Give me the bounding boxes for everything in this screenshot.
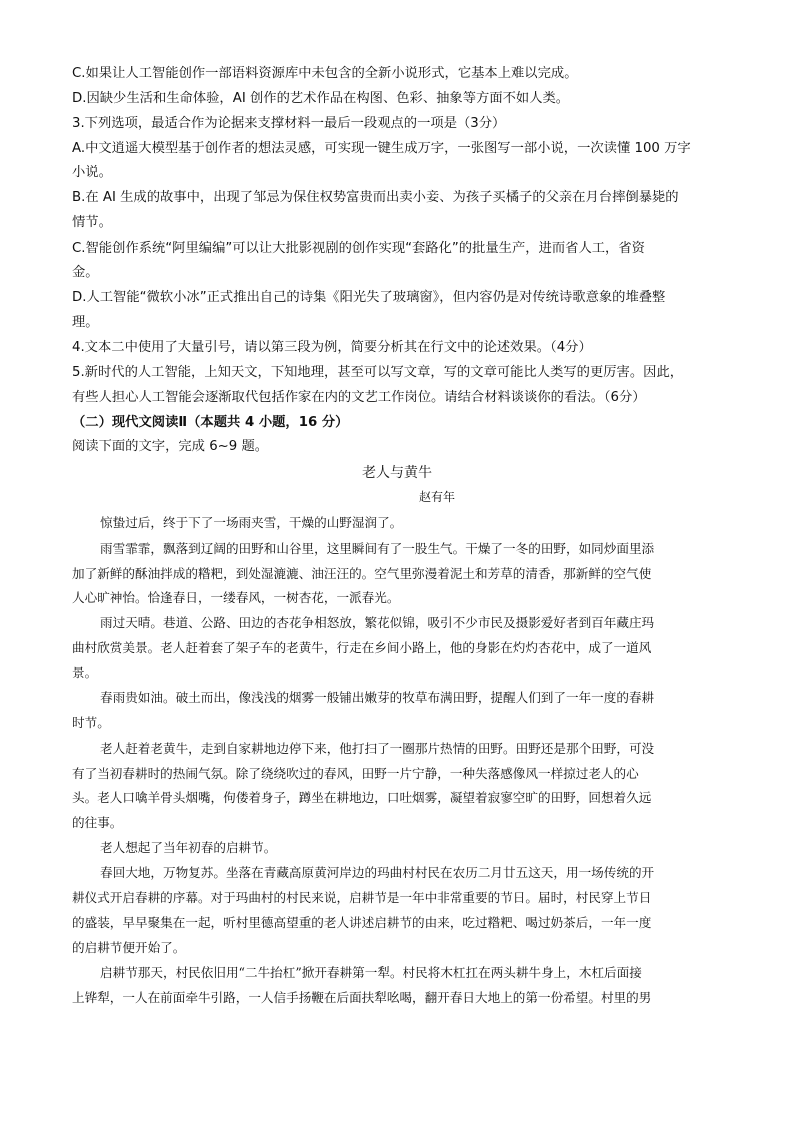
- article-line: 人心旷神怡。恰逢春日，一缕春风，一树杏花，一派春光。: [72, 590, 400, 605]
- article-line: 老人赶着老黄牛，走到自家耕地边停下来，他打扫了一圈那片热情的田野。田野还是那个田野，可没: [100, 741, 655, 756]
- article-line: 耕仪式开启春耕的序幕。对于玛曲村的村民来说，启耕节是一年中非常重要的节日。届时，村民穿上节日: [72, 890, 652, 905]
- article-line: 春雨贵如油。破土而出，像浅浅的烟雾一般铺出嫩芽的牧草布满田野，提醒人们到了一年一度的春耕: [100, 690, 655, 705]
- section-heading: （二）现代文阅读Ⅱ（本题共 4 小题，16 分）: [72, 415, 349, 430]
- article-author: 赵有年: [418, 490, 455, 504]
- option-2c: C.如果让人工智能创作一部语料资源库中未包含的全新小说形式，它基本上难以完成。: [72, 66, 578, 81]
- article-line: 惊蛰过后，终于下了一场雨夹雪，干燥的山野湿润了。: [100, 515, 403, 530]
- article-line: 雨过天晴。巷道、公路、田边的杏花争相怒放，繁花似锦，吸引不少市民及摄影爱好者到百年藏庄玛: [100, 615, 655, 630]
- question-3: 3.下列选项，最适合作为论据来支撑材料一最后一段观点的一项是（3分）: [72, 116, 506, 131]
- article-line: 启耕节那天，村民依旧用“二牛抬杠”掀开春耕第一犁。村民将木杠扛在两头耕牛身上，木杠后面接: [100, 965, 642, 980]
- question-5-line2: 有些人担心人工智能会逐渐取代包括作家在内的文艺工作岗位。请结合材料谈谈你的看法。（6分）: [72, 390, 646, 405]
- article-line: 的启耕节便开始了。: [72, 940, 186, 955]
- article-line: 的盛装，早早聚集在一起，听村里德高望重的老人讲述启耕节的由来，吃过糌粑、喝过奶茶后，一年一度: [72, 915, 652, 930]
- option-3c-line1: C.智能创作系统“阿里编编”可以让大批影视剧的创作实现“套路化”的批量生产，进而省人工，省资: [72, 241, 645, 256]
- article-line: 曲村欣赏美景。老人赶着套了架子车的老黄牛，行走在乡间小路上，他的身影在灼灼杏花中，成了一道风: [72, 640, 652, 655]
- question-4: 4.文本二中使用了大量引号，请以第三段为例，简要分析其在行文中的论述效果。（4分）: [72, 340, 592, 355]
- article-line: 头。老人口噙羊骨头烟嘴，佝偻着身子，蹲坐在耕地边，口吐烟雾，凝望着寂寥空旷的田野，回想着久远: [72, 790, 652, 805]
- article-line: 景。: [72, 665, 98, 680]
- article-line: 的往事。: [72, 815, 123, 830]
- option-3a-line1: A.中文逍遥大模型基于创作者的想法灵感，可实现一键生成万字，一张图写一部小说，一次读懂 100 万字: [72, 141, 691, 156]
- option-3d-line2: 理。: [72, 315, 99, 330]
- option-3d-line1: D.人工智能“微软小冰”正式推出自己的诗集《阳光失了玻璃窗》，但内容仍是对传统诗歌意象的堆叠整: [72, 290, 666, 305]
- article-line: 上铧犁，一人在前面牵牛引路，一人信手扬鞭在后面扶犁吆喝，翻开春日大地上的第一份希望。村里的男: [72, 990, 652, 1005]
- article-line: 加了新鲜的酥油拌成的糌粑，到处湿漉漉、油汪汪的。空气里弥漫着泥土和芳草的清香，那新鲜的空气使: [72, 566, 652, 581]
- option-3a-line2: 小说。: [72, 165, 112, 180]
- article-line: 春回大地，万物复苏。坐落在青藏高原黄河岸边的玛曲村村民在农历二月廿五这天，用一场传统的开: [100, 865, 655, 880]
- article-title: 老人与黄牛: [362, 465, 432, 481]
- option-3b-line1: B.在 AI 生成的故事中，出现了邹忌为保住权势富贵而出卖小妾、为孩子买橘子的父亲在月台摔倒暴毙的: [72, 190, 679, 205]
- article-line: 老人想起了当年初春的启耕节。: [100, 840, 277, 855]
- option-2d: D.因缺少生活和生命体验，AI 创作的艺术作品在构图、色彩、抽象等方面不如人类。: [72, 91, 570, 106]
- option-3c-line2: 金。: [72, 265, 99, 280]
- option-3b-line2: 情节。: [72, 215, 112, 230]
- article-line: 雨雪霏霏，飘落到辽阔的田野和山谷里，这里瞬间有了一股生气。干燥了一冬的田野，如同炒面里添: [100, 541, 655, 556]
- reading-instruction: 阅读下面的文字，完成 6~9 题。: [72, 439, 269, 454]
- article-line: 有了当初春耕时的热闹气氛。除了绕绕吹过的春风，田野一片宁静，一种失落感像风一样掠过老人的心: [72, 766, 639, 781]
- question-5-line1: 5.新时代的人工智能，上知天文，下知地理，甚至可以写文章，写的文章可能比人类写的更厉害。因此，: [72, 365, 684, 380]
- article-line: 时节。: [72, 715, 110, 730]
